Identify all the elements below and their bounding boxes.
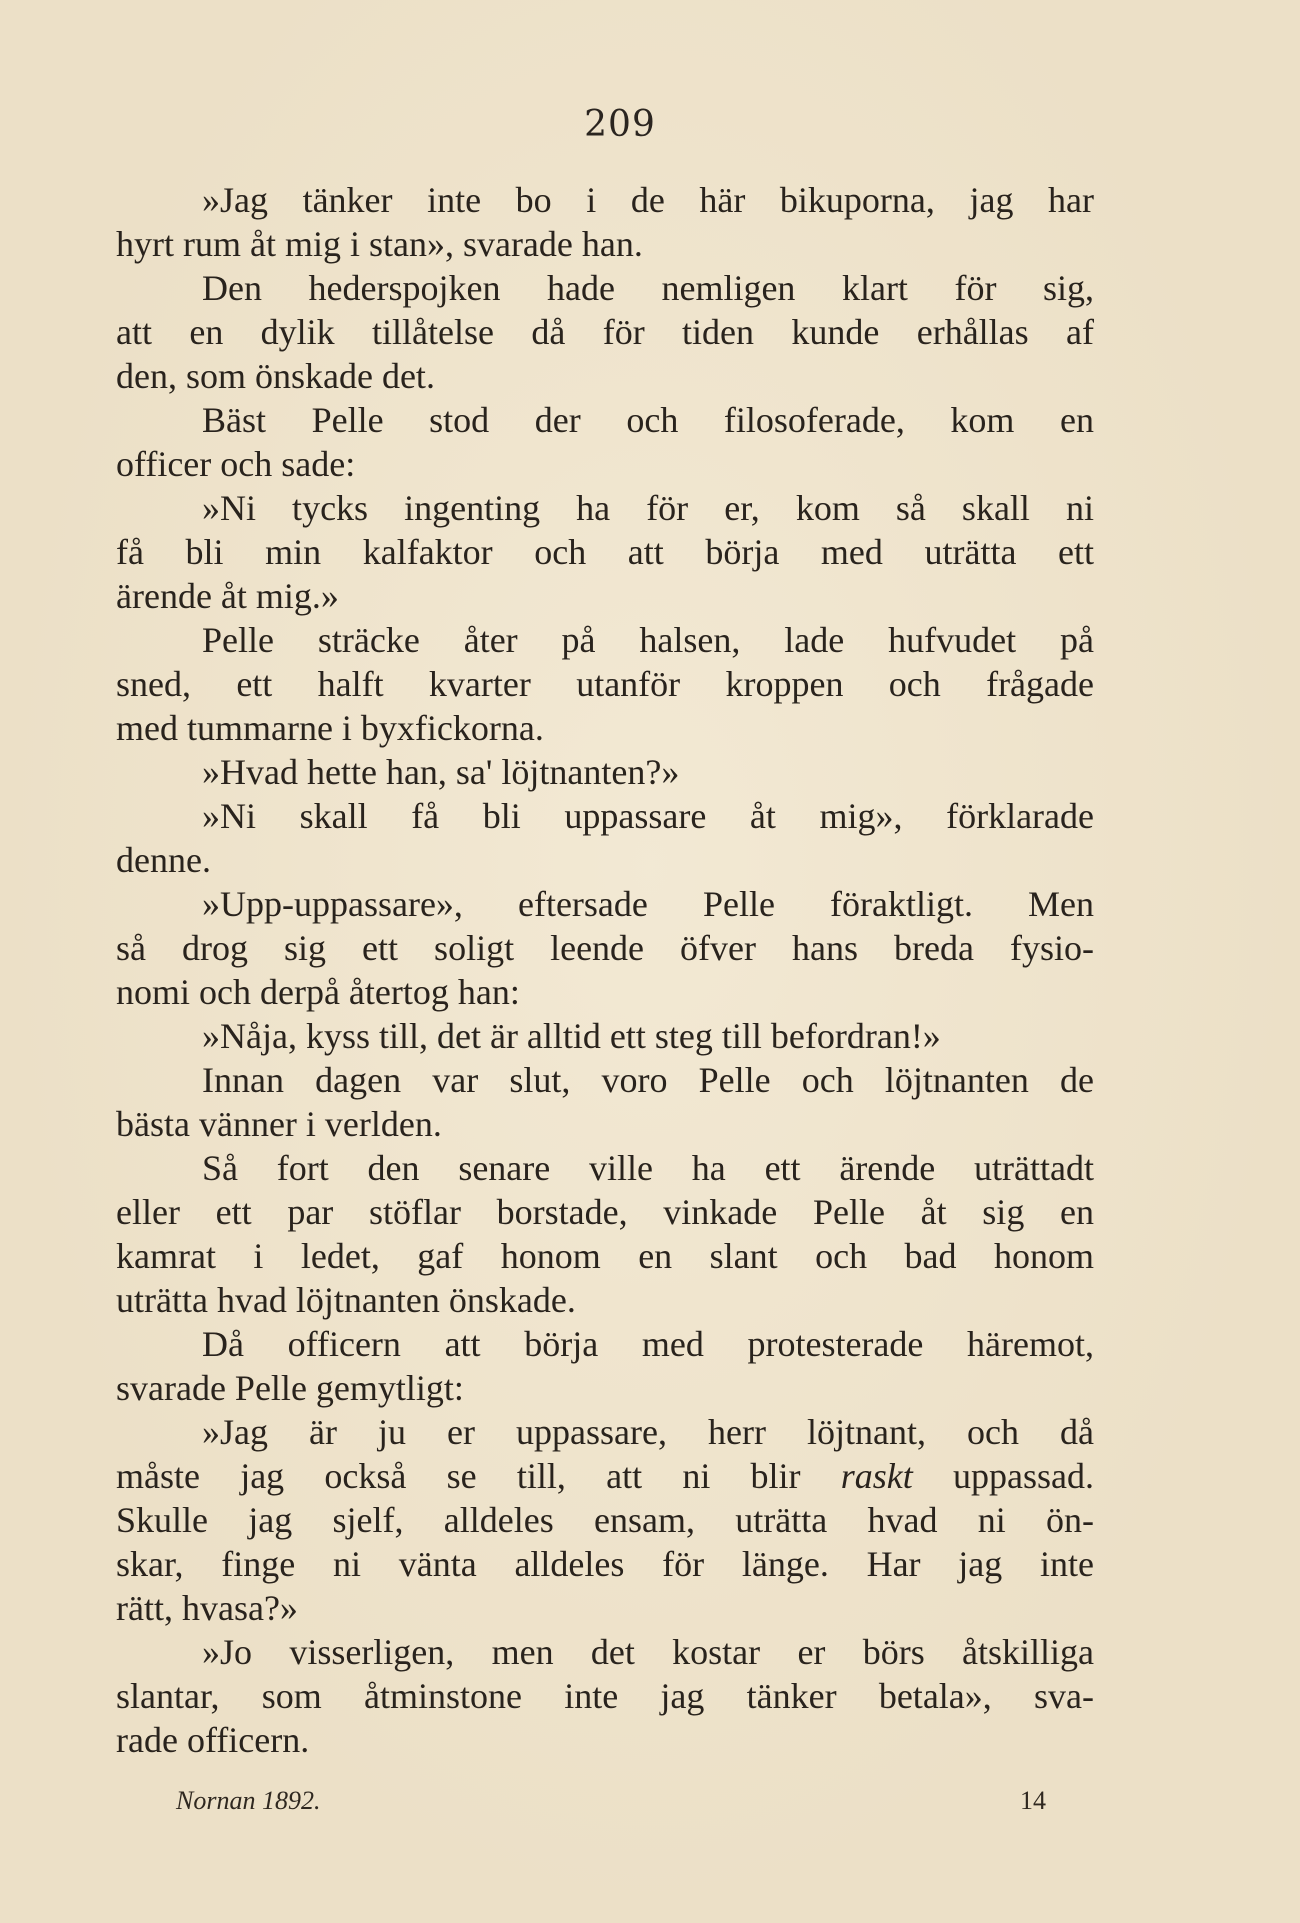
text-line: »Ni tycks ingenting ha för er, kom så skall ni <box>202 488 1094 528</box>
text-line: kamrat i ledet, gaf honom en slant och bad honom <box>116 1236 1094 1276</box>
text-line: Skulle jag sjelf, alldeles ensam, uträtta hvad ni ön- <box>116 1500 1094 1540</box>
text-line: Innan dagen var slut, voro Pelle och löjtnanten de <box>202 1060 1094 1100</box>
text-line: den, som önskade det. <box>116 356 435 396</box>
text-line: Den hederspojken hade nemligen klart för sig, <box>202 268 1094 308</box>
footer-signature: Nornan 1892. <box>176 1786 321 1815</box>
text-line: »Jo visserligen, men det kostar er börs åtskilliga <box>202 1632 1094 1672</box>
text-line: Då officern att börja med protesterade häremot, <box>202 1324 1094 1364</box>
text-line: uträtta hvad löjtnanten önskade. <box>116 1280 576 1320</box>
text-line: rätt, hvasa?» <box>116 1588 298 1628</box>
text-line: officer och sade: <box>116 444 356 484</box>
text-line: Så fort den senare ville ha ett ärende uträttadt <box>202 1148 1094 1188</box>
text-line: slantar, som åtminstone inte jag tänker betala», sva- <box>116 1676 1094 1716</box>
text-line: »Hvad hette han, sa' löjtnanten?» <box>202 752 680 792</box>
text-line: nomi och derpå återtog han: <box>116 972 520 1012</box>
text-line: eller ett par stöflar borstade, vinkade Pelle åt sig en <box>116 1192 1094 1232</box>
text-line: »Jag är ju er uppassare, herr löjtnant, och då <box>202 1412 1094 1452</box>
text-line: få bli min kalfaktor och att börja med uträtta ett <box>116 532 1094 572</box>
text-line: att en dylik tillåtelse då för tiden kunde erhållas af <box>116 312 1094 352</box>
text-line <box>116 1454 1094 1498</box>
text-line: så drog sig ett soligt leende öfver hans breda fysio- <box>116 928 1094 968</box>
text-line: »Jag tänker inte bo i de här bikuporna, jag har <box>202 180 1094 220</box>
text-segment: uppassad. <box>912 1456 1094 1496</box>
text-line: Pelle sträcke åter på halsen, lade hufvudet på <box>202 620 1094 660</box>
text-line: »Ni skall få bli uppassare åt mig», förklarade <box>202 796 1094 836</box>
text-line: ärende åt mig.» <box>116 576 339 616</box>
footer-sheet-number: 14 <box>1020 1786 1046 1815</box>
text-line: skar, finge ni vänta alldeles för länge. Har jag inte <box>116 1544 1094 1584</box>
text-line: sned, ett halft kvarter utanför kroppen och frågade <box>116 664 1094 704</box>
text-line: »Nåja, kyss till, det är alltid ett steg till befordran!» <box>202 1016 941 1056</box>
text-segment: måste jag också se till, att ni blir <box>116 1456 841 1496</box>
text-line: bästa vänner i verlden. <box>116 1104 442 1144</box>
text-line: med tummarne i byxfickorna. <box>116 708 544 748</box>
text-line: rade officern. <box>116 1720 310 1760</box>
italic-word: raskt <box>840 1456 913 1496</box>
page-number: 209 <box>584 104 656 145</box>
text-line: svarade Pelle gemytligt: <box>116 1368 464 1408</box>
text-line: Bäst Pelle stod der och filosoferade, kom en <box>202 400 1094 440</box>
text-line: hyrt rum åt mig i stan», svarade han. <box>116 224 643 264</box>
text-line: »Upp-uppassare», eftersade Pelle föraktligt. Men <box>202 884 1094 924</box>
text-line: denne. <box>116 840 211 880</box>
body-text <box>116 178 1094 1762</box>
